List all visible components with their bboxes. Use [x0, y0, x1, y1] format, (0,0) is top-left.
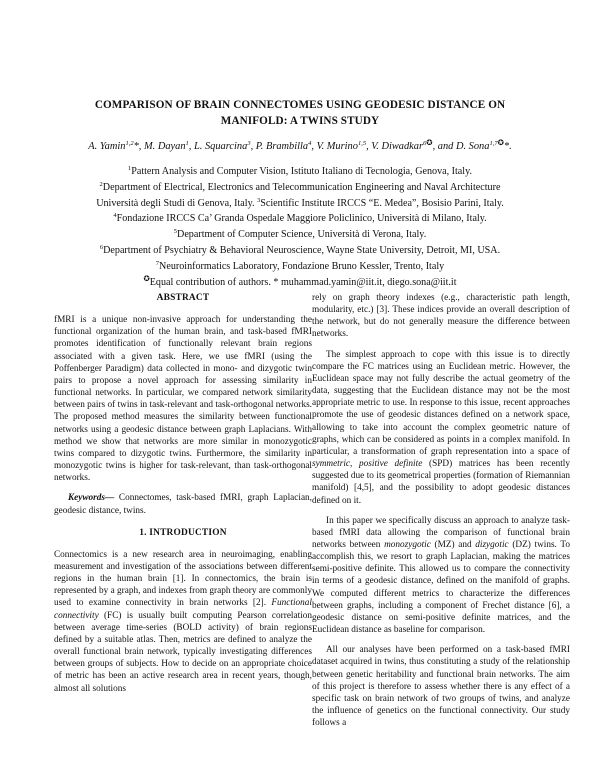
paper-title	[60, 97, 540, 129]
author-list: A. Yamin$^{1,2}$*, M. Dayan$^1$, L. Squarcina$^3$, P. Brambilla$^4$, V. Murino$^{1,5}$, V. Diwadkar$^{6✪}$, and D. Sona$^{1,7✪}$*.	[88, 138, 512, 152]
author-affil-marker: 3	[247, 140, 251, 147]
left-column	[54, 292, 312, 695]
right-column	[312, 292, 570, 729]
affiliation-line: ✪Equal contribution of authors. * muhammad.yamin@iit.it, diego.sona@iit.it	[143, 273, 457, 288]
affiliation-line: $^1$Pattern Analysis and Computer Vision, Istituto Italiano di Tecnologia, Genova, Italy.	[127, 165, 473, 177]
body-paragraph: All our analyses have been performed on a task-based fMRI dataset acquired in twins, thus constituting a study of the relationship between genetic heritability and functional brain networks. The aim of this project is therefore to assess whether there is any effect of a specific task on brain network of two groups of twins, and analyze the influence of genetics on the functional connectivity. Our study follows a	[312, 645, 570, 729]
author-affil-marker: 1	[185, 140, 189, 147]
body-paragraph: rely on graph theory indexes (e.g., characteristic path length, modularity, etc.) [3]. These indices provide an overall description of the network, but do not generally measure the difference between networks.	[312, 293, 570, 340]
keywords	[54, 492, 312, 516]
affiliation-line: $^4$Fondazione IRCCS Ca’ Granda Ospedale Maggiore Policlinico, Università di Milano, Italy.	[113, 212, 487, 225]
affiliation-list	[60, 164, 540, 290]
author-name: L. Squarcina	[194, 141, 248, 152]
author-affil-marker: 1,2	[125, 140, 134, 147]
author-name: P. Brambilla	[255, 141, 309, 152]
equal-contribution-icon: ✪	[497, 138, 504, 147]
body-paragraph: The simplest approach to cope with this issue is to directly compare the FC matrices using an Euclidean metric. However, the Euclidean space may not fully describe the actual geometry of the data, suggesting that the Euclidean distance may not be the most appropriate metric to use. In response to this issue, recent approaches promote the use of geodesic distances defined on a network space, allowing to take into account the complex geometric nature of graphs, which can be considered as points in a complex manifold. In particular, a transformation of graph representation into a space of symmetric, positive definite (SPD) matrices has been recently suggested due to its geometrical properties (formation of Riemannian manifold) [4,5], and the possibility to adopt geodesic distances defined on it.	[312, 349, 571, 506]
author-name: V. Diwadkar	[371, 141, 424, 152]
corresponding-mark: *	[133, 141, 139, 152]
author-name: M. Dayan	[143, 141, 186, 152]
title-line-2: MANIFOLD: A TWINS STUDY	[220, 115, 380, 127]
author-affil-marker: 4	[308, 140, 312, 147]
keywords-label: Keywords—	[68, 493, 115, 504]
title-line-1: COMPARISON OF BRAIN CONNECTOMES USING GEODESIC DISTANCE ON	[94, 99, 506, 111]
corresponding-mark: *	[503, 141, 510, 152]
author-name: and D. Sona	[437, 141, 490, 152]
author-name: A. Yamin	[88, 141, 126, 152]
affiliation-line: $^6$Department of Psychiatry & Behavioral Neuroscience, Wayne State University, Detroit, MI, USA.	[99, 243, 501, 256]
affiliation-line: Università degli Studi di Genova, Italy. $^3$Scientific Institute IRCCS “E. Medea”, Bosisio Parini, Italy.	[96, 196, 504, 209]
body-paragraph: In this paper we specifically discuss an approach to analyze task-based fMRI data allowing the comparison of functional brain networks between monozygotic (MZ) and dizygotic (DZ) twins. To accomplish this, we resort to graph Laplacian, making the matrices semi-positive definite. This allowed us to compare the connectivity in terms of a geodesic distance, defined on the manifold of graphs. We computed different metrics to characterize the differences between graphs, including a component of Frechet distance [6], a geodesic distance on semi-positive definite matrices, and the Euclidean distance as baseline for comparison.	[312, 515, 570, 636]
affiliation-line: $^5$Department of Computer Science, Università di Verona, Italy.	[173, 228, 427, 241]
abstract-heading: ABSTRACT	[156, 293, 210, 303]
affiliation-line: $^2$Department of Electrical, Electronics and Telecommunication Engineering and Naval Architecture	[99, 180, 501, 193]
author-name: V. Murino	[316, 141, 358, 152]
affiliation-line: $^7$Neuroinformatics Laboratory, Fondazione Bruno Kessler, Trento, Italy	[155, 259, 445, 272]
equal-contribution-icon: ✪	[143, 273, 150, 283]
intro-paragraph: Connectomics is a new research area in neuroimaging, enabling measurement and investigation of the associations between different regions in the human brain [1]. In connectomics, the brain is represented by a graph, and indexes from graph theory are commonly used to examine connectivity in brain networks [2]. Functional connectivity (FC) is usually built computing Pearson correlation between average time-series (BOLD activity) of brain regions defined by a suitable atlas. Then, metrics are defined to analyze the overall functional brain network, typically investigating differences between groups of subjects. How to decide on an appropriate choice of metric has been an active research area in recent years, though, almost all solutions	[54, 549, 312, 694]
author-affil-marker: 6✪	[423, 138, 433, 147]
equal-contribution-icon: ✪	[426, 138, 433, 147]
keywords-text: Connectomes, task-based fMRI, graph Laplacian, geodesic distance, twins.	[54, 493, 312, 516]
author-affil-marker: 1,7✪	[489, 138, 504, 147]
abstract-body: fMRI is a unique non-invasive approach for understanding the functional organization of the human brain, and task-based fMRI promotes identification of functionally relevant brain regions associated with a given task. Here, we use fMRI (using the Poffenberger Paradigm) data collected in mono- and dizygotic twin pairs to propose a novel approach for assessing similarity in functional networks. In particular, we compared network similarity between pairs of twins in task-relevant and task-orthogonal networks. The proposed method measures the similarity between functional networks using a geodesic distance between graph Laplacians. With method we show that networks are more similar in monozygotic twins compared to dizygotic twins. Furthermore, the similarity in monozygotic twins is higher for task-relevant, than task-orthogonal networks.	[54, 315, 312, 484]
author-affil-marker: 1,5	[357, 140, 367, 147]
introduction-heading: 1. INTRODUCTION	[139, 527, 227, 538]
